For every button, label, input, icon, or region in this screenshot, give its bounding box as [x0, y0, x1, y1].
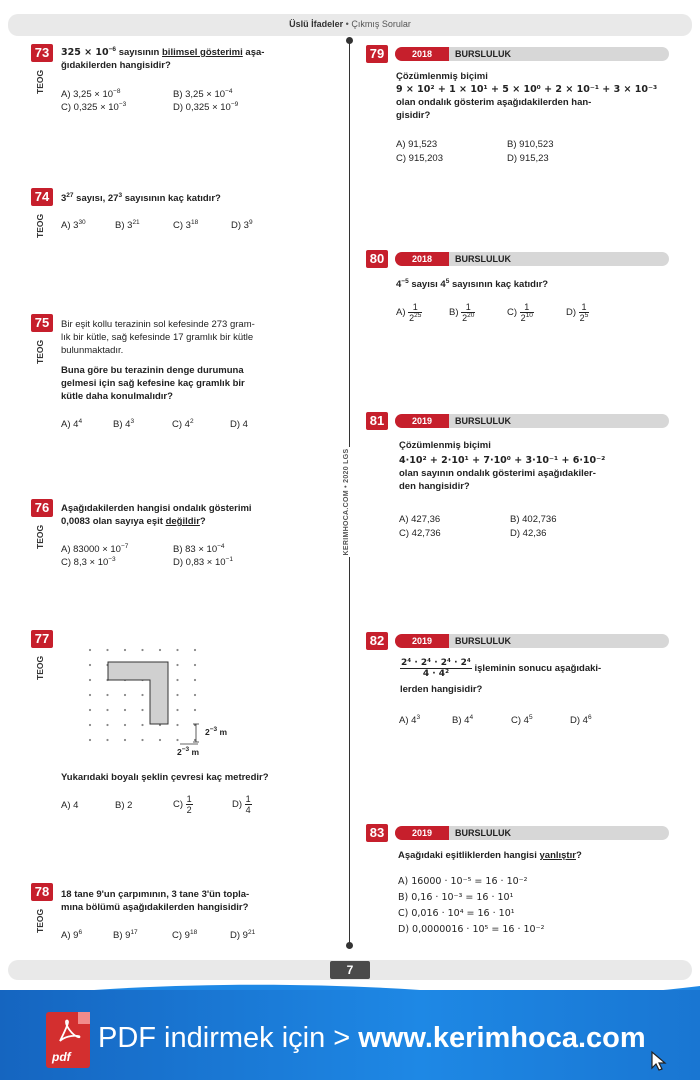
exam-name-80: BURSLULUK [455, 254, 511, 264]
exam-year-79: 2018 [395, 47, 449, 61]
shaded-shape [108, 662, 168, 724]
option-b-80[interactable]: B) $\frac{1}{2^{20}}$ [449, 302, 475, 323]
option-a-78[interactable]: A) $9^6$ [61, 928, 83, 941]
source-teog-74: TEOG [35, 213, 45, 238]
question-stem-75: Buna göre bu terazinin denge durumuna gelmesi için sağ kefesine kaç gramlık bir kütle daha konulmalıdır? [61, 365, 245, 402]
grid-dot [194, 649, 196, 651]
divider-dot-bottom [346, 942, 353, 949]
option-c-82[interactable]: C) $4^5$ [511, 713, 533, 726]
grid-dot [106, 739, 108, 741]
option-a-77[interactable]: A) 4 [61, 800, 79, 811]
option-d-77[interactable]: D) $\frac{1}{4}$ [232, 794, 251, 815]
banner-url-link[interactable]: www.kerimhoca.com [358, 1022, 646, 1054]
grid-dot [89, 709, 91, 711]
question-context-75: Bir eşit kollu terazinin sol kefesinde 273 gram- lık bir kütle, sağ kefesinde 17 gramlık bir kütle bulunmaktadır. [61, 319, 255, 356]
option-d-83[interactable]: D) 0,0000016 · 10⁵ = 16 · 10⁻² [398, 924, 545, 935]
option-c-76[interactable]: C) $8,3 \times 10^{-3}$ [61, 555, 116, 568]
pdf-acrobat-icon [54, 1019, 82, 1045]
exam-year-83: 2019 [395, 826, 449, 840]
question-stem-80: $4^{-5}$ sayısı $4^5$ sayısının kaç katıdır? [396, 277, 549, 290]
grid-dot [141, 724, 143, 726]
option-d-73[interactable]: D) $0,325 \times 10^{-9}$ [173, 100, 239, 113]
grid-dot [176, 694, 178, 696]
grid-dot [124, 739, 126, 741]
question-stem-74: $3^{27}$ sayısı, $27^3$ sayısının kaç katıdır? [61, 191, 221, 204]
option-d-74[interactable]: D) $3^9$ [231, 218, 253, 231]
banner-text[interactable]: PDF indirmek için > www.kerimhoca.com [98, 1022, 646, 1054]
exam-name-79: BURSLULUK [455, 49, 511, 59]
option-b-79[interactable]: B) 910,523 [507, 139, 554, 150]
grid-dot [159, 739, 161, 741]
grid-dot [194, 694, 196, 696]
exam-name-83: BURSLULUK [455, 828, 511, 838]
exam-year-80: 2018 [395, 252, 449, 266]
exam-year-81: 2019 [395, 414, 449, 428]
source-teog-78: TEOG [35, 908, 45, 933]
option-a-83[interactable]: A) 16000 · 10⁻⁵ = 16 · 10⁻² [398, 876, 528, 887]
option-c-79[interactable]: C) 915,203 [396, 153, 444, 164]
grid-dot [89, 679, 91, 681]
option-d-80[interactable]: D) $\frac{1}{2^5}$ [566, 302, 589, 323]
grid-dot [124, 649, 126, 651]
question-number-74: 74 [31, 188, 53, 206]
dot-grid-figure [80, 640, 260, 765]
grid-dot [89, 739, 91, 741]
source-teog-75: TEOG [35, 339, 45, 364]
question-number-77: 77 [31, 630, 53, 648]
pdf-label: pdf [52, 1050, 71, 1064]
grid-dot [176, 709, 178, 711]
option-c-77[interactable]: C) $\frac{1}{2}$ [173, 794, 192, 815]
option-d-75[interactable]: D) 4 [230, 419, 248, 430]
grid-dot [141, 739, 143, 741]
option-d-82[interactable]: D) $4^6$ [570, 713, 592, 726]
question-number-73: 73 [31, 44, 53, 62]
cursor-icon [650, 1050, 668, 1072]
option-b-81[interactable]: B) 402,736 [510, 514, 557, 525]
option-c-81[interactable]: C) 42,736 [399, 528, 441, 539]
option-a-73[interactable]: A) $3,25 \times 10^{-8}$ [61, 87, 121, 100]
option-a-81[interactable]: A) 427,36 [399, 514, 441, 525]
option-b-73[interactable]: B) $3,25 \times 10^{-4}$ [173, 87, 233, 100]
question-number-82: 82 [366, 632, 388, 650]
page-header [0, 19, 700, 29]
grid-dot [141, 709, 143, 711]
option-a-82[interactable]: A) $4^3$ [399, 713, 421, 726]
grid-dot [194, 664, 196, 666]
question-stem-76: Aşağıdakilerden hangisi ondalık gösterimi 0,0083 olan sayıya eşit değildir? [61, 503, 252, 527]
option-b-75[interactable]: B) $4^3$ [113, 417, 135, 430]
option-b-82[interactable]: B) $4^4$ [452, 713, 474, 726]
option-b-83[interactable]: B) 0,16 · 10⁻³ = 16 · 10¹ [398, 892, 514, 903]
option-d-81[interactable]: D) 42,36 [510, 528, 547, 539]
grid-dot [89, 724, 91, 726]
option-b-76[interactable]: B) $83 \times 10^{-4}$ [173, 542, 225, 555]
grid-dot [176, 679, 178, 681]
option-a-75[interactable]: A) $4^4$ [61, 417, 83, 430]
grid-dot [194, 709, 196, 711]
question-number-79: 79 [366, 45, 388, 63]
grid-dot [89, 694, 91, 696]
grid-dot [124, 724, 126, 726]
option-c-73[interactable]: C) $0,325 \times 10^{-3}$ [61, 100, 127, 113]
option-b-77[interactable]: B) 2 [115, 800, 133, 811]
option-d-78[interactable]: D) $9^{21}$ [230, 928, 256, 941]
horizontal-length-label: $2^{-3}$ m [177, 746, 200, 757]
question-stem-82: $\frac{\text{2⁴ · 2⁴ · 2⁴ · 2⁴}}{\text{4 · 4²}}$ işleminin sonucu aşağıdaki- lerden hangisidir? [400, 658, 602, 695]
question-stem-79: Çözümlenmiş biçimi 9 × 10² + 1 × 10¹ + 5 × 10⁰ + 2 × 10⁻¹ + 3 × 10⁻³ olan ondalık gösterim aşağıdakilerden han- gisidir? [396, 70, 676, 122]
question-stem-77: Yukarıdaki boyalı şeklin çevresi kaç metredir? [61, 772, 269, 783]
grid-dot [106, 649, 108, 651]
option-a-76[interactable]: A) $83000 \times 10^{-7}$ [61, 542, 129, 555]
grid-dot [106, 694, 108, 696]
header-topic: Üslü İfadeler [289, 19, 344, 29]
exam-name-82: BURSLULUK [455, 636, 511, 646]
option-c-75[interactable]: C) $4^2$ [172, 417, 194, 430]
option-a-74[interactable]: A) $3^{30}$ [61, 218, 86, 231]
option-d-79[interactable]: D) 915,23 [507, 153, 549, 164]
question-number-80: 80 [366, 250, 388, 268]
question-stem-73: $325 \times 10^{-6}$ sayısının bilimsel gösterimi aşa- ğıdakilerden hangisidir? [61, 45, 265, 71]
vertical-length-label: $2^{-3}$ m [205, 726, 228, 737]
option-a-80[interactable]: A) $\frac{1}{2^{25}}$ [396, 302, 422, 323]
header-subtitle: Çıkmış Sorular [351, 19, 411, 29]
grid-dot [106, 709, 108, 711]
option-b-74[interactable]: B) $3^{21}$ [115, 218, 140, 231]
side-watermark: KERIMHOCA.COM • 2020 LGS [343, 448, 350, 556]
exam-name-81: BURSLULUK [455, 416, 511, 426]
divider-dot-top [346, 37, 353, 44]
question-stem-78: 18 tane 9'un çarpımının, 3 tane 3'ün topla- mına bölümü aşağıdakilerden hangisidir? [61, 889, 250, 913]
grid-dot [141, 649, 143, 651]
question-number-76: 76 [31, 499, 53, 517]
grid-dot [176, 664, 178, 666]
grid-dot [89, 664, 91, 666]
option-c-80[interactable]: C) $\frac{1}{2^{10}}$ [507, 302, 533, 323]
grid-dot [106, 724, 108, 726]
exam-year-82: 2019 [395, 634, 449, 648]
source-teog-76: TEOG [35, 524, 45, 549]
grid-dot [124, 694, 126, 696]
grid-dot [176, 649, 178, 651]
source-teog-77: TEOG [35, 655, 45, 680]
option-c-83[interactable]: C) 0,016 · 10⁴ = 16 · 10¹ [398, 908, 515, 919]
option-b-78[interactable]: B) $9^{17}$ [113, 928, 138, 941]
grid-dot [89, 649, 91, 651]
page-number: 7 [330, 961, 370, 979]
grid-dot [176, 739, 178, 741]
header-separator: • [345, 19, 349, 29]
question-number-75: 75 [31, 314, 53, 332]
grid-dot [141, 694, 143, 696]
grid-dot [194, 679, 196, 681]
question-number-78: 78 [31, 883, 53, 901]
question-stem-81: Çözümlenmiş biçimi 4·10² + 2·10¹ + 7·10⁰ + 3·10⁻¹ + 6·10⁻² olan sayının ondalık gösterimi aşağıdakiler- den hangisidir? [399, 439, 679, 493]
grid-dot [159, 649, 161, 651]
option-c-74[interactable]: C) $3^{18}$ [173, 218, 199, 231]
option-a-79[interactable]: A) 91,523 [396, 139, 438, 150]
source-teog-73: TEOG [35, 69, 45, 94]
question-stem-83: Aşağıdaki eşitliklerden hangisi yanlıştır? [398, 850, 582, 861]
grid-dot [176, 724, 178, 726]
grid-dot [124, 709, 126, 711]
expansion-expression-79: 9 × 10² + 1 × 10¹ + 5 × 10⁰ + 2 × 10⁻¹ + 3 × 10⁻³ [396, 84, 658, 95]
option-d-76[interactable]: D) $0,83 \times 10^{-1}$ [173, 555, 233, 568]
option-c-78[interactable]: C) $9^{18}$ [172, 928, 198, 941]
expansion-expression-81: 4·10² + 2·10¹ + 7·10⁰ + 3·10⁻¹ + 6·10⁻² [399, 455, 606, 466]
question-number-81: 81 [366, 412, 388, 430]
question-number-83: 83 [366, 824, 388, 842]
